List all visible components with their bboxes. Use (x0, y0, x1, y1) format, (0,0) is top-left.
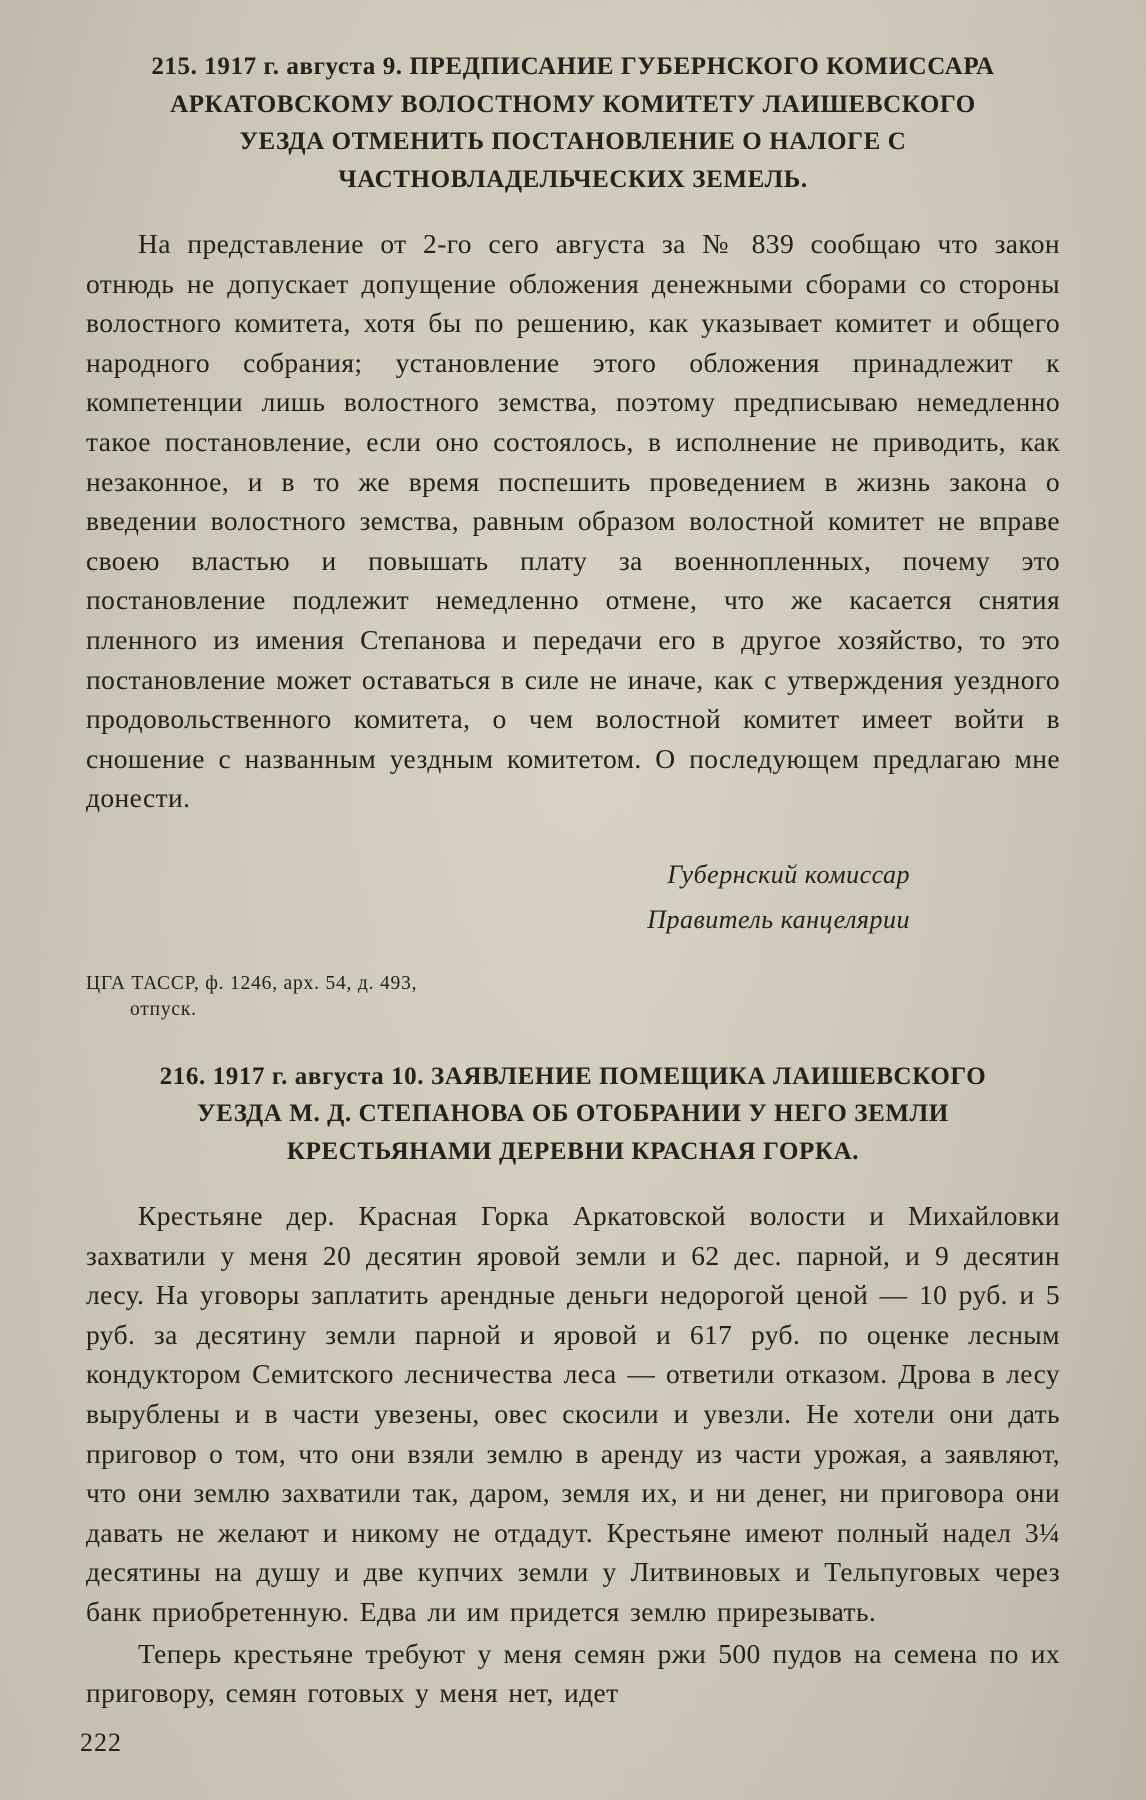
document-215-heading: 215. 1917 г. августа 9. ПРЕДПИСАНИЕ ГУБЕРНСКОГО КОМИССАРА АРКАТОВСКОМУ ВОЛОСТНОМУ КОМИТЕТУ ЛАИШЕВСКОГО УЕЗДА ОТМЕНИТЬ ПОСТАНОВЛЕНИЕ О НАЛОГЕ С ЧАСТНОВЛАДЕЛЬЧЕСКИХ ЗЕМЕЛЬ. (151, 53, 995, 193)
signature-chancellery-head: Правитель канцелярии (647, 905, 910, 935)
document-216-heading: 216. 1917 г. августа 10. ЗАЯВЛЕНИЕ ПОМЕЩИКА ЛАИШЕВСКОГО УЕЗДА М. Д. СТЕПАНОВА ОБ ОТОБРАНИИ У НЕГО ЗЕМЛИ КРЕСТЬЯНАМИ ДЕРЕВНИ КРАСНАЯ ГОРКА. (159, 1062, 987, 1165)
document-216 (86, 1058, 1060, 1713)
document-216-paragraph-1: Крестьяне дер. Красная Горка Аркатовской волости и Михайловки захватили у меня 20 десятин яровой земли и 62 дес. парной, и 9 десятин лесу. На уговоры заплатить арендные деньги недорогой ценой — 10 руб. и 5 руб. за десятину земли парной и яровой и 617 руб. по оценке лесным кондуктором Семитского лесничества леса — ответили отказом. Дрова в лесу вырублены и в части увезены, овес скосили и увезли. Не хотели они дать приговор о том, что они взяли землю в аренду из части урожая, а заявляют, что они землю захватили так, даром, земля их, и ни денег, ни приговора они давать не желают и никому не отдадут. Крестьяне имеют полный надел 3¼ десятины на душу и две купчих земли у Литвиновых и Тельпуговых через банк приобретенную. Едва ли им придется землю прирезывать. (86, 1200, 1060, 1627)
archive-reference (86, 971, 1060, 1024)
signature-governor-commissar: Губернский комиссар (667, 859, 910, 889)
page-number: 222 (80, 1728, 122, 1757)
document-216-paragraph-2: Теперь крестьяне требуют у меня семян ржи 500 пудов на семена по их приговору, семян готовых у меня нет, идет (86, 1637, 1060, 1709)
document-215-body: На представление от 2-го сего августа за № 839 сообщаю что закон отнюдь не допускает допущение обложения денежными сборами со стороны волостного комитета, хотя бы по решению, как указывает комитет и общего народного собрания; установление этого обложения принадлежит к компетенции лишь волостного земства, поэтому предписываю немедленно такое постановление, если оно состоялось, в исполнение не приводить, как незаконное, и в то же время поспешить проведением в жизнь закона о введении волостного земства, равным образом волостной комитет не вправе своею властью и повышать плату за военнопленных, почему это постановление подлежит немедленно отмене, что же касается снятия пленного из имения Степанова и передачи его в другое хозяйство, то это постановление может оставаться в силе не иначе, как с утверждения уездного продовольственного комитета, о чем волостной комитет имеет войти в сношение с названным уездным комитетом. О последующем предлагаю мне донести. (86, 228, 1060, 814)
archive-reference-line1: ЦГА ТАССР, ф. 1246, арх. 54, д. 493, (86, 972, 418, 994)
signature-block (86, 852, 1060, 943)
document-215 (86, 48, 1060, 1024)
archive-reference-line2: отпуск. (130, 999, 197, 1021)
